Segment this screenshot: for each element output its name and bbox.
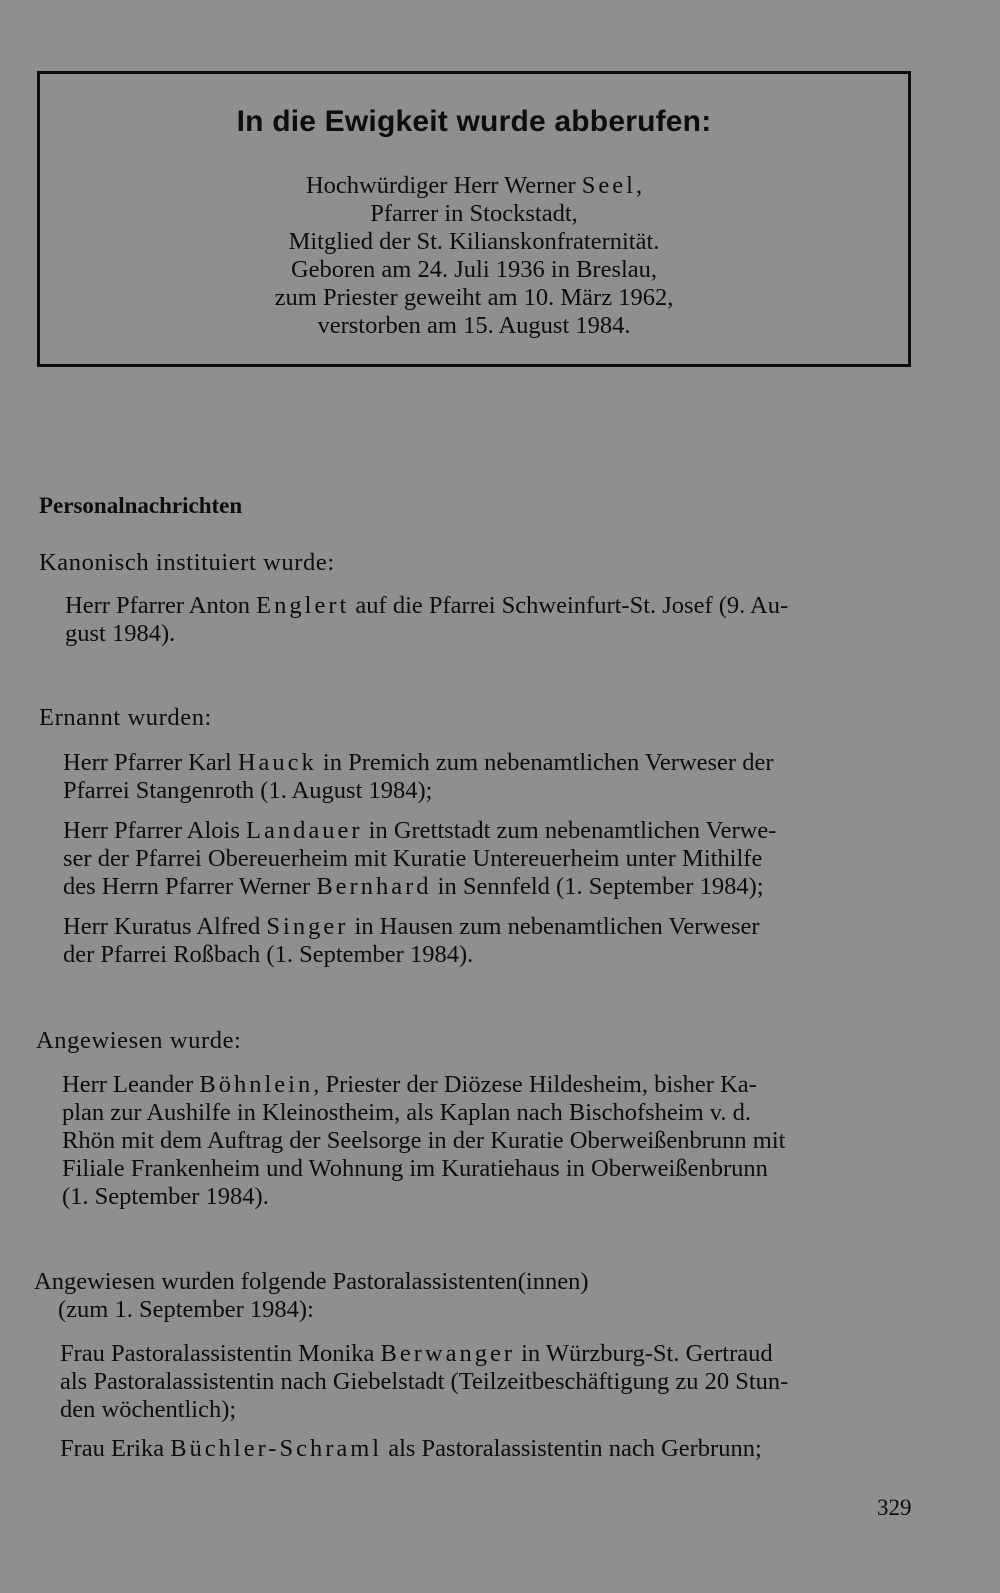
entry-text: Herr Pfarrer Alois [63, 817, 247, 844]
group-label-instituted: Kanonisch instituiert wurde: [39, 549, 335, 576]
entry-text: als Pastoralassistentin nach Giebelstadt (Teilzeitbeschäftigung zu 20 Stun- [60, 1368, 789, 1395]
entry-text: Frau Pastoralassistentin Monika [60, 1340, 381, 1367]
entry-text: in Sennfeld (1. September 1984); [431, 873, 764, 900]
entry-singer [63, 913, 760, 969]
entry-text: den wöchentlich); [60, 1396, 237, 1423]
entry-berwanger [60, 1340, 788, 1424]
obituary-line: zum Priester geweiht am 10. März 1962, [274, 284, 674, 311]
obituary-line: verstorben am 15. August 1984. [317, 312, 631, 339]
obituary-line: Pfarrer in Stockstadt, [370, 200, 578, 227]
person-name: Singer [266, 913, 349, 940]
obituary-text [40, 172, 908, 340]
entry-englert [65, 592, 788, 648]
entry-text: plan zur Aushilfe in Kleinostheim, als Kaplan nach Bischofsheim v. d. [62, 1099, 752, 1126]
entry-text: Rhön mit dem Auftrag der Seelsorge in der Kuratie Oberweißenbrunn mit [62, 1127, 786, 1154]
person-name: Landauer [246, 817, 363, 844]
entry-hauck [63, 749, 774, 805]
entry-text: (1. September 1984). [62, 1183, 269, 1210]
entry-landauer [63, 817, 776, 901]
obituary-line: Geboren am 24. Juli 1936 in Breslau, [290, 256, 658, 283]
group-label-appointed: Ernannt wurden: [39, 704, 212, 731]
page-number: 329 [877, 1495, 912, 1520]
entry-text: Herr Leander [62, 1071, 200, 1098]
entry-text: in Grettstadt zum nebenamtlichen Verwe- [362, 817, 777, 844]
entry-text: ser der Pfarrei Obereuerheim mit Kuratie Untereuerheim unter Mithilfe [63, 845, 763, 872]
entry-text: in Premich zum nebenamtlichen Verweser der [316, 749, 774, 776]
obituary-name-line [40, 172, 908, 200]
group-label-pastoral: Angewiesen wurden folgende Pastoralassistenten(innen) [34, 1268, 589, 1295]
group-label-assigned: Angewiesen wurde: [36, 1027, 242, 1054]
obituary-title: In die Ewigkeit wurde abberufen: [236, 105, 712, 138]
entry-text: in Hausen zum nebenamtlichen Verweser [348, 913, 760, 940]
obituary-line: Mitglied der St. Kilianskonfraternität. [288, 228, 660, 255]
person-name: Böhnlein [199, 1071, 314, 1098]
entry-text: gust 1984). [65, 620, 176, 647]
entry-boehnlein [62, 1071, 785, 1211]
entry-text: des Herrn Pfarrer Werner [63, 873, 317, 900]
obituary-box [37, 71, 911, 367]
entry-text: der Pfarrei Roßbach (1. September 1984). [63, 941, 474, 968]
obituary-name: Seel [581, 172, 636, 199]
person-name: Englert [256, 592, 350, 619]
section-title: Personalnachrichten [39, 493, 243, 518]
entry-text: als Pastoralassistentin nach Gerbrunn; [382, 1435, 762, 1462]
obituary-name-suffix: , [635, 172, 643, 199]
entry-text: in Würzburg-St. Gertraud [515, 1340, 773, 1367]
entry-text: auf die Pfarrei Schweinfurt-St. Josef (9. Au- [349, 592, 789, 619]
entry-text: Pfarrei Stangenroth (1. August 1984); [63, 777, 433, 804]
person-name: Berwanger [380, 1340, 515, 1367]
entry-text: Herr Pfarrer Karl [63, 749, 238, 776]
entry-buechler-schraml [60, 1435, 762, 1463]
entry-text: Herr Kuratus Alfred [63, 913, 267, 940]
person-name: Hauck [237, 749, 317, 776]
entry-text: Herr Pfarrer Anton [65, 592, 257, 619]
person-name: Büchler-Schraml [170, 1435, 383, 1462]
entry-text: , Priester der Diözese Hildesheim, bisher Ka- [313, 1071, 757, 1098]
entry-text: Filiale Frankenheim und Wohnung im Kuratiehaus in Oberweißenbrunn [62, 1155, 768, 1182]
entry-text: Frau Erika [60, 1435, 171, 1462]
group-label-pastoral-date: (zum 1. September 1984): [58, 1296, 314, 1323]
obituary-name-prefix: Hochwürdiger Herr Werner [305, 172, 582, 199]
person-name: Bernhard [316, 873, 432, 900]
